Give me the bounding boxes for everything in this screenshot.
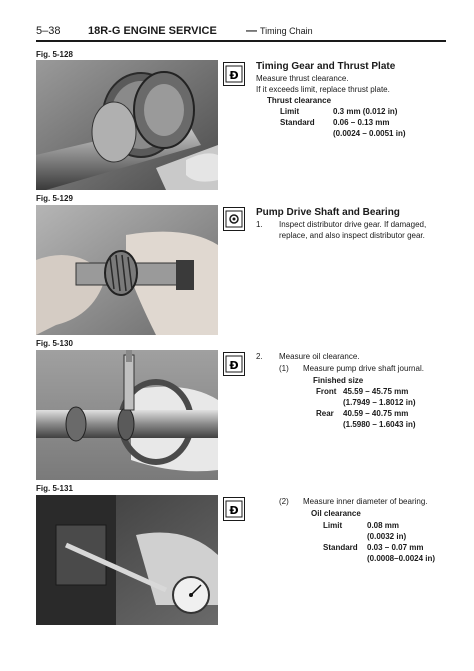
step-number: (2): [279, 497, 289, 506]
step-number: (1): [279, 364, 289, 373]
photo-bearing-gauge: [36, 495, 218, 625]
measure-icon: [223, 62, 245, 86]
spec-value: (0.0024 – 0.0051 in): [333, 129, 406, 138]
instruction-text: Inspect distributor drive gear. If damaged,: [279, 220, 427, 229]
instruction-text: Measure oil clearance.: [279, 352, 360, 361]
photo-drive-gear: [36, 205, 218, 335]
step-number: 2.: [256, 352, 263, 361]
photo-timing-gear: [36, 60, 218, 190]
page-header: [36, 25, 446, 41]
figure-label-5-131: Fig. 5-131: [36, 484, 73, 493]
step-number: 1.: [256, 220, 263, 229]
section-title-timing-gear: Timing Gear and Thrust Plate: [256, 61, 396, 72]
spec-heading: Finished size: [313, 376, 364, 385]
svg-text:Ɖ: Ɖ: [229, 69, 239, 82]
spec-heading: Oil clearance: [311, 509, 361, 518]
measure-icon: [223, 497, 245, 521]
spec-label: Standard: [323, 543, 358, 552]
measure-icon: [223, 352, 245, 376]
inspect-icon: [223, 207, 245, 231]
spec-value: (1.5980 – 1.6043 in): [343, 420, 416, 429]
spec-value: 0.06 – 0.13 mm: [333, 118, 390, 127]
instruction-text: replace, and also inspect distributor gear.: [279, 231, 425, 240]
spec-heading: Thrust clearance: [267, 96, 332, 105]
figure-label-5-129: Fig. 5-129: [36, 194, 73, 203]
instruction-text: Measure inner diameter of bearing.: [303, 497, 428, 506]
svg-text:Ɖ: Ɖ: [229, 504, 239, 517]
spec-label: Standard: [280, 118, 315, 127]
spec-label: Limit: [280, 107, 300, 116]
figure-label-5-130: Fig. 5-130: [36, 339, 73, 348]
spec-value: (0.0008–0.0024 in): [367, 554, 436, 563]
page-number: 5–38: [36, 25, 61, 37]
spec-value: 0.08 mm: [367, 521, 400, 530]
spec-label: Rear: [316, 409, 334, 418]
spec-value: 0.03 – 0.07 mm: [367, 543, 424, 552]
header-dash: —: [246, 25, 257, 37]
chapter-title: 18R-G ENGINE SERVICE: [88, 25, 217, 37]
header-rule: [36, 40, 446, 42]
figure-label-5-128: Fig. 5-128: [36, 50, 73, 59]
spec-value: (0.0032 in): [367, 532, 407, 541]
spec-value: 45.59 – 45.75 mm: [343, 387, 409, 396]
spec-value: 0.3 mm (0.012 in): [333, 107, 398, 116]
spec-label: Limit: [323, 521, 343, 530]
spec-label: Front: [316, 387, 337, 396]
spec-value: (1.7949 – 1.8012 in): [343, 398, 416, 407]
instruction-text: Measure thrust clearance.: [256, 74, 349, 83]
instruction-text: Measure pump drive shaft journal.: [303, 364, 424, 373]
svg-text:Ɖ: Ɖ: [229, 359, 239, 372]
photo-shaft-journal: [36, 350, 218, 480]
section-title-pump-drive: Pump Drive Shaft and Bearing: [256, 207, 400, 218]
section-subtitle: Timing Chain: [260, 26, 313, 36]
instruction-text: If it exceeds limit, replace thrust plate.: [256, 85, 390, 94]
spec-value: 40.59 – 40.75 mm: [343, 409, 409, 418]
